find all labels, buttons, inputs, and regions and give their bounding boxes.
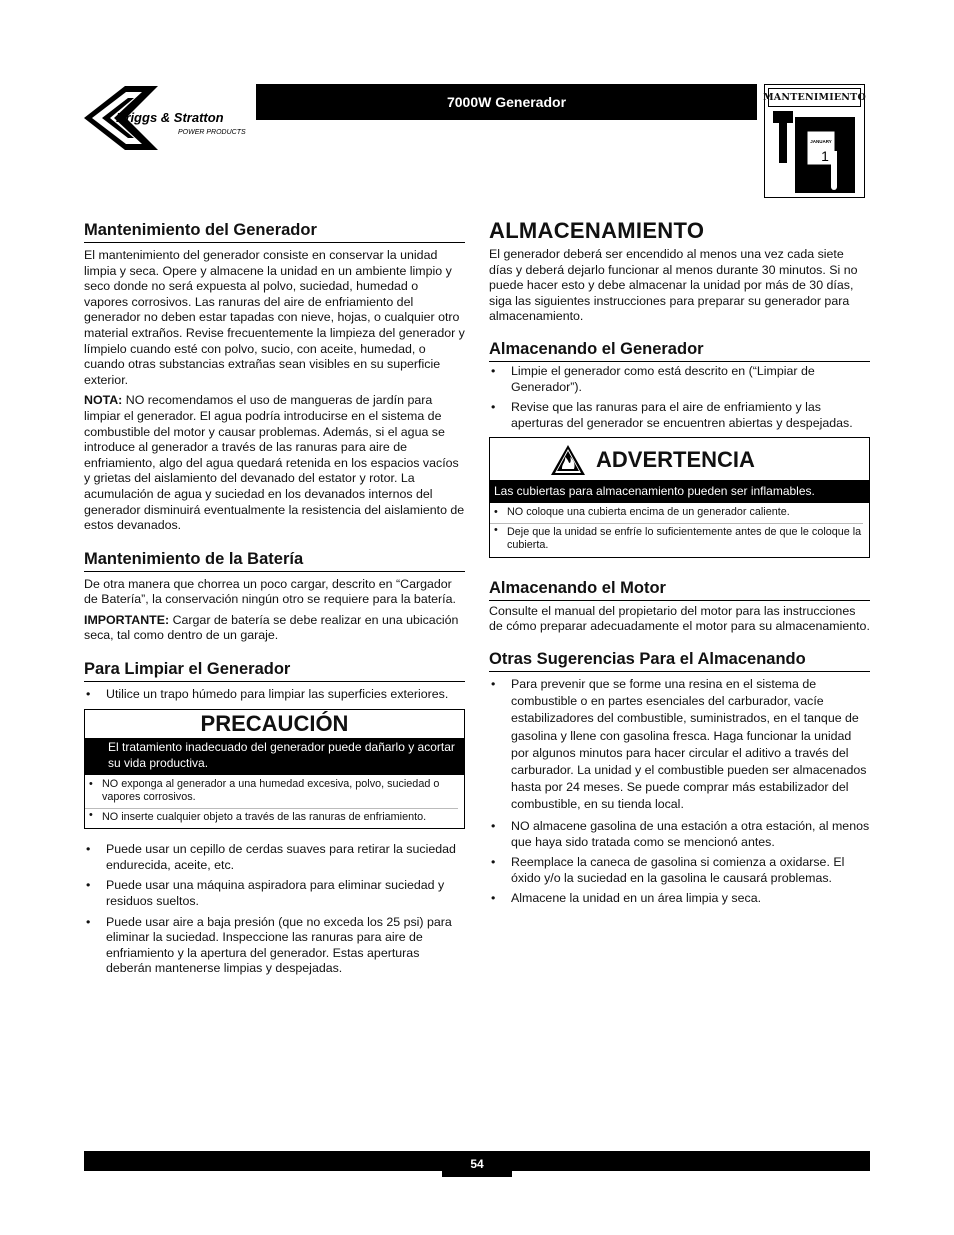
maintenance-badge (764, 84, 865, 198)
heading-almacenando-motor: Almacenando el Motor (489, 578, 870, 601)
calendar-month: JANUARY (810, 139, 832, 144)
list-item: • Limpie el generador como está descrito en (“Limpiar de Generador”). (489, 364, 870, 395)
calendar-wrench-icon (765, 107, 864, 197)
heading-mantenimiento-bateria: Mantenimiento de la Batería (84, 549, 465, 572)
logo-text: Briggs & Stratton (116, 110, 224, 125)
list-item: • Deje que la unidad se enfríe lo suficientemente antes de que le coloque la cubierta. (490, 523, 863, 553)
warning-title: ADVERTENCIA (596, 447, 755, 473)
caution-title: PRECAUCIÓN (200, 710, 349, 736)
caution-list (85, 775, 464, 829)
list-item: • NO exponga al generador a una humedad excesiva, polvo, suciedad o vapores corrosivos. (85, 778, 458, 808)
heading-mantenimiento-generador: Mantenimiento del Generador (84, 220, 465, 243)
heading-para-limpiar: Para Limpiar el Generador (84, 659, 465, 682)
list-item: • Puede usar aire a baja presión (que no exceda los 25 psi) para eliminar la suciedad. Inspeccione las ranuras para aire de enfriamiento y la apertura del generador. Estas aperturas deberán mantenerse limpias y despejadas. (84, 915, 465, 977)
paragraph-mantenimiento: El mantenimiento del generador consiste en conservar la unidad limpia y seca. Opere y almacene la unidad en un ambiente limpio y seco donde no será expuesta al polvo, suciedad, humedad o vapores corrosivos. Las ranuras del aire de enfriamiento del generador no deben estar tapadas con nieve, hojas, o cualquier otro material extraños. Revise frecuentemente la limpieza del generador y límpielo cuando esté con polvo, sucio, con aceite, humedad, o cuando otras substancias extrañas sean visibles en su superficie exterior. (84, 248, 465, 387)
list-item: • NO inserte cualquier objeto a través de las ranuras de enfriamiento. (85, 808, 458, 825)
paragraph-bateria: De otra manera que chorrea un poco cargar, descrito en “Cargador de Batería”, la conservación ningún otro se requiere para la batería. (84, 576, 456, 607)
logo-subtext: POWER PRODUCTS (178, 129, 246, 136)
warning-message: Las cubiertas para almacenamiento pueden ser inflamables. (490, 480, 869, 503)
list-item: • Revise que las ranuras para el aire de enfriamiento y las aperturas del generador se encuentren abiertas y despejadas. (489, 400, 870, 431)
briggs-stratton-logo (82, 84, 254, 154)
list-item: • NO almacene gasolina de una estación a otra estación, al menos que haya sido tratada como se mencionó antes. (489, 818, 870, 850)
list-item: • Puede usar un cepillo de cerdas suaves para retirar la suciedad endurecida, aceite, etc. (84, 842, 465, 873)
list-item: • Reemplace la caneca de gasolina si comienza a oxidarse. El óxido y/o la suciedad en la gasolina le causará problemas. (489, 854, 870, 886)
storage-tips-list (489, 676, 870, 906)
important-label: IMPORTANTE: (84, 612, 170, 627)
list-item: • Para prevenir que se forme una resina en el sistema de combustible o en partes esenciales del carburador, vacíe estabilizadores del combustible, suministrados, en el tanque de gasolina y llene con gasolina fresca. Haga funcionar la unidad por algunos minutos para hacer circular el aditivo a través del carburador. La unidad y el combustible pueden ser almacenados hasta por 24 meses. Se puede comprar más estabilizador del combustible, en su tienda local. (489, 676, 870, 814)
storage-generator-list (489, 364, 870, 431)
cleaning-first-list (84, 687, 465, 703)
fire-warning-icon (550, 444, 586, 476)
caution-message: El tratamiento inadecuado del generador puede dañarlo y acortar su vida productiva. (85, 738, 464, 775)
right-column (489, 218, 870, 906)
list-item: • Puede usar una máquina aspiradora para eliminar suciedad y residuos sueltos. (84, 878, 465, 909)
cleaning-list (84, 842, 465, 977)
heading-almacenando-generador: Almacenando el Generador (489, 339, 870, 362)
note-paragraph (84, 393, 465, 533)
heading-otras-sugerencias: Otras Sugerencias Para el Almacenando (489, 649, 870, 672)
paragraph-motor: Consulte el manual del propietario del motor para las instrucciones de cómo preparar adecuadamente el motor para su almacenamiento. (489, 603, 870, 634)
header-title-bar (256, 84, 757, 120)
section-title-almacenamiento: ALMACENAMIENTO (489, 218, 705, 243)
list-item: • Almacene la unidad en un área limpia y seca. (489, 891, 870, 907)
left-column (84, 220, 465, 977)
document-title: 7000W Generador (446, 94, 567, 110)
page-number: 54 (442, 1151, 512, 1177)
warning-box (489, 437, 870, 558)
warning-list (490, 503, 869, 557)
important-text: Cargar de batería se debe realizar en una ubicación seca, tal como dentro de un garaje. (84, 612, 459, 643)
paragraph-almacenamiento: El generador deberá ser encendido al menos una vez cada siete días y deberá dejarlo funcionar al menos durante 30 minutos. Si no puede hacer esto y debe almacenar la unidad por más de 30 días, siga las siguientes instrucciones para preparar su generador para almacenamiento. (489, 247, 858, 324)
note-text: NO recomendamos el uso de mangueras de jardín para limpiar el generador. El agua podría introducirse en el sistema de combustible del motor y causar problemas. Además, si el agua se introduce al generador a través de las ranuras para aire de enfriamiento, algo del agua quedará retenida en los espacios vacíos y grietas del aislamiento del devanado del estator y rotor. La acumulación de agua y suciedad en los devanados internos del generador disminuirá eventualmente la resistencia del aislamiento de estos devanados. (84, 393, 465, 533)
note-label: NOTA: (84, 393, 123, 408)
maintenance-badge-label: MANTENIMIENTO (768, 88, 861, 107)
list-item: • Utilice un trapo húmedo para limpiar las superficies exteriores. (84, 687, 465, 703)
calendar-day: 1 (821, 148, 829, 164)
important-paragraph (84, 613, 465, 644)
list-item: • NO coloque una cubierta encima de un generador caliente. (490, 506, 863, 523)
caution-box (84, 709, 465, 830)
warning-header (490, 438, 869, 480)
